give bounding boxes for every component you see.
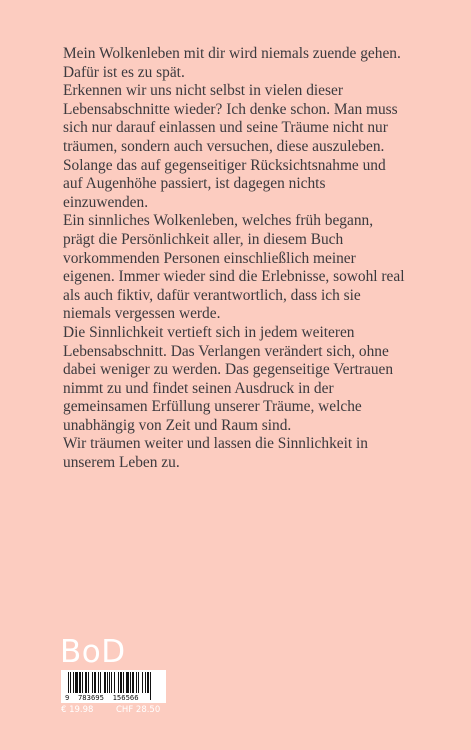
isbn-number: 9 783695 156566 — [65, 693, 139, 702]
barcode-bar — [145, 672, 146, 693]
barcode-bar — [123, 672, 124, 693]
barcode-bar — [92, 672, 93, 693]
blurb-paragraph: Die Sinnlichkeit vertieft sich in jedem weiteren Lebensabschnitt. Das Verlangen verändert sich, ohne dabei weniger zu werden. Das gegenseitige Vertrauen nimmt zu und findet seinen Ausdruck in der gemeinsamen Erfüllung unserer Träume, welche unabhängig von Zeit und Raum sind. — [63, 323, 394, 434]
barcode-bar — [75, 672, 78, 693]
price-eur: € 19.98 — [61, 705, 94, 715]
barcode-bar — [142, 672, 143, 693]
barcode-bar — [88, 672, 89, 693]
barcode-bar — [138, 672, 139, 693]
barcode-bar — [114, 672, 115, 693]
blurb-paragraph: Mein Wolkenleben mit dir wird niemals zuende gehen. Dafür ist es zu spät. — [63, 45, 401, 81]
barcode-bar — [79, 672, 81, 693]
barcode-bar — [107, 672, 108, 693]
barcode-bar — [94, 672, 96, 693]
barcode-bar — [120, 672, 122, 693]
barcode-bar — [73, 672, 74, 693]
barcode-bar — [98, 672, 99, 693]
barcode-bar — [130, 672, 131, 693]
barcode-bar — [118, 672, 119, 693]
barcode-bar — [82, 672, 83, 693]
barcode-bar — [150, 672, 151, 700]
isbn-barcode — [61, 670, 166, 703]
blurb-paragraph: Erkennen wir uns nicht selbst in vielen dieser Lebensabschnitte wieder? Ich denke schon. Man muss sich nur darauf einlassen und seine Träume nicht nur träumen, sondern auch versuchen, diese auszuleben. Solange das auf gegenseitiger Rücksichtsnahme und auf Augenhöhe passiert, ist dagegen nichts einzuwenden. — [63, 82, 398, 211]
price-chf: CHF 28.50 — [116, 705, 161, 715]
publisher-logo: BoD — [60, 634, 126, 670]
barcode-bar — [104, 672, 106, 693]
barcode-bar — [126, 672, 129, 693]
barcode-bar — [100, 672, 101, 693]
back-cover-blurb — [63, 45, 408, 473]
barcode-bar — [136, 672, 137, 693]
blurb-paragraph: Ein sinnliches Wolkenleben, welches früh begann, prägt die Persönlichkeit aller, in diesem Buch vorkommenden Personen einschließlich meiner eigenen. Immer wieder sind die Erlebnisse, sowohl real als auch fiktiv, dafür verantwortlich, dass ich sie niemals vergessen werde. — [63, 212, 405, 323]
barcode-bar — [85, 672, 87, 693]
blurb-paragraph: Wir träumen weiter und lassen die Sinnlichkeit in unserem Leben zu. — [63, 435, 368, 472]
barcode-bar — [147, 672, 149, 693]
barcode-bar — [132, 672, 134, 693]
